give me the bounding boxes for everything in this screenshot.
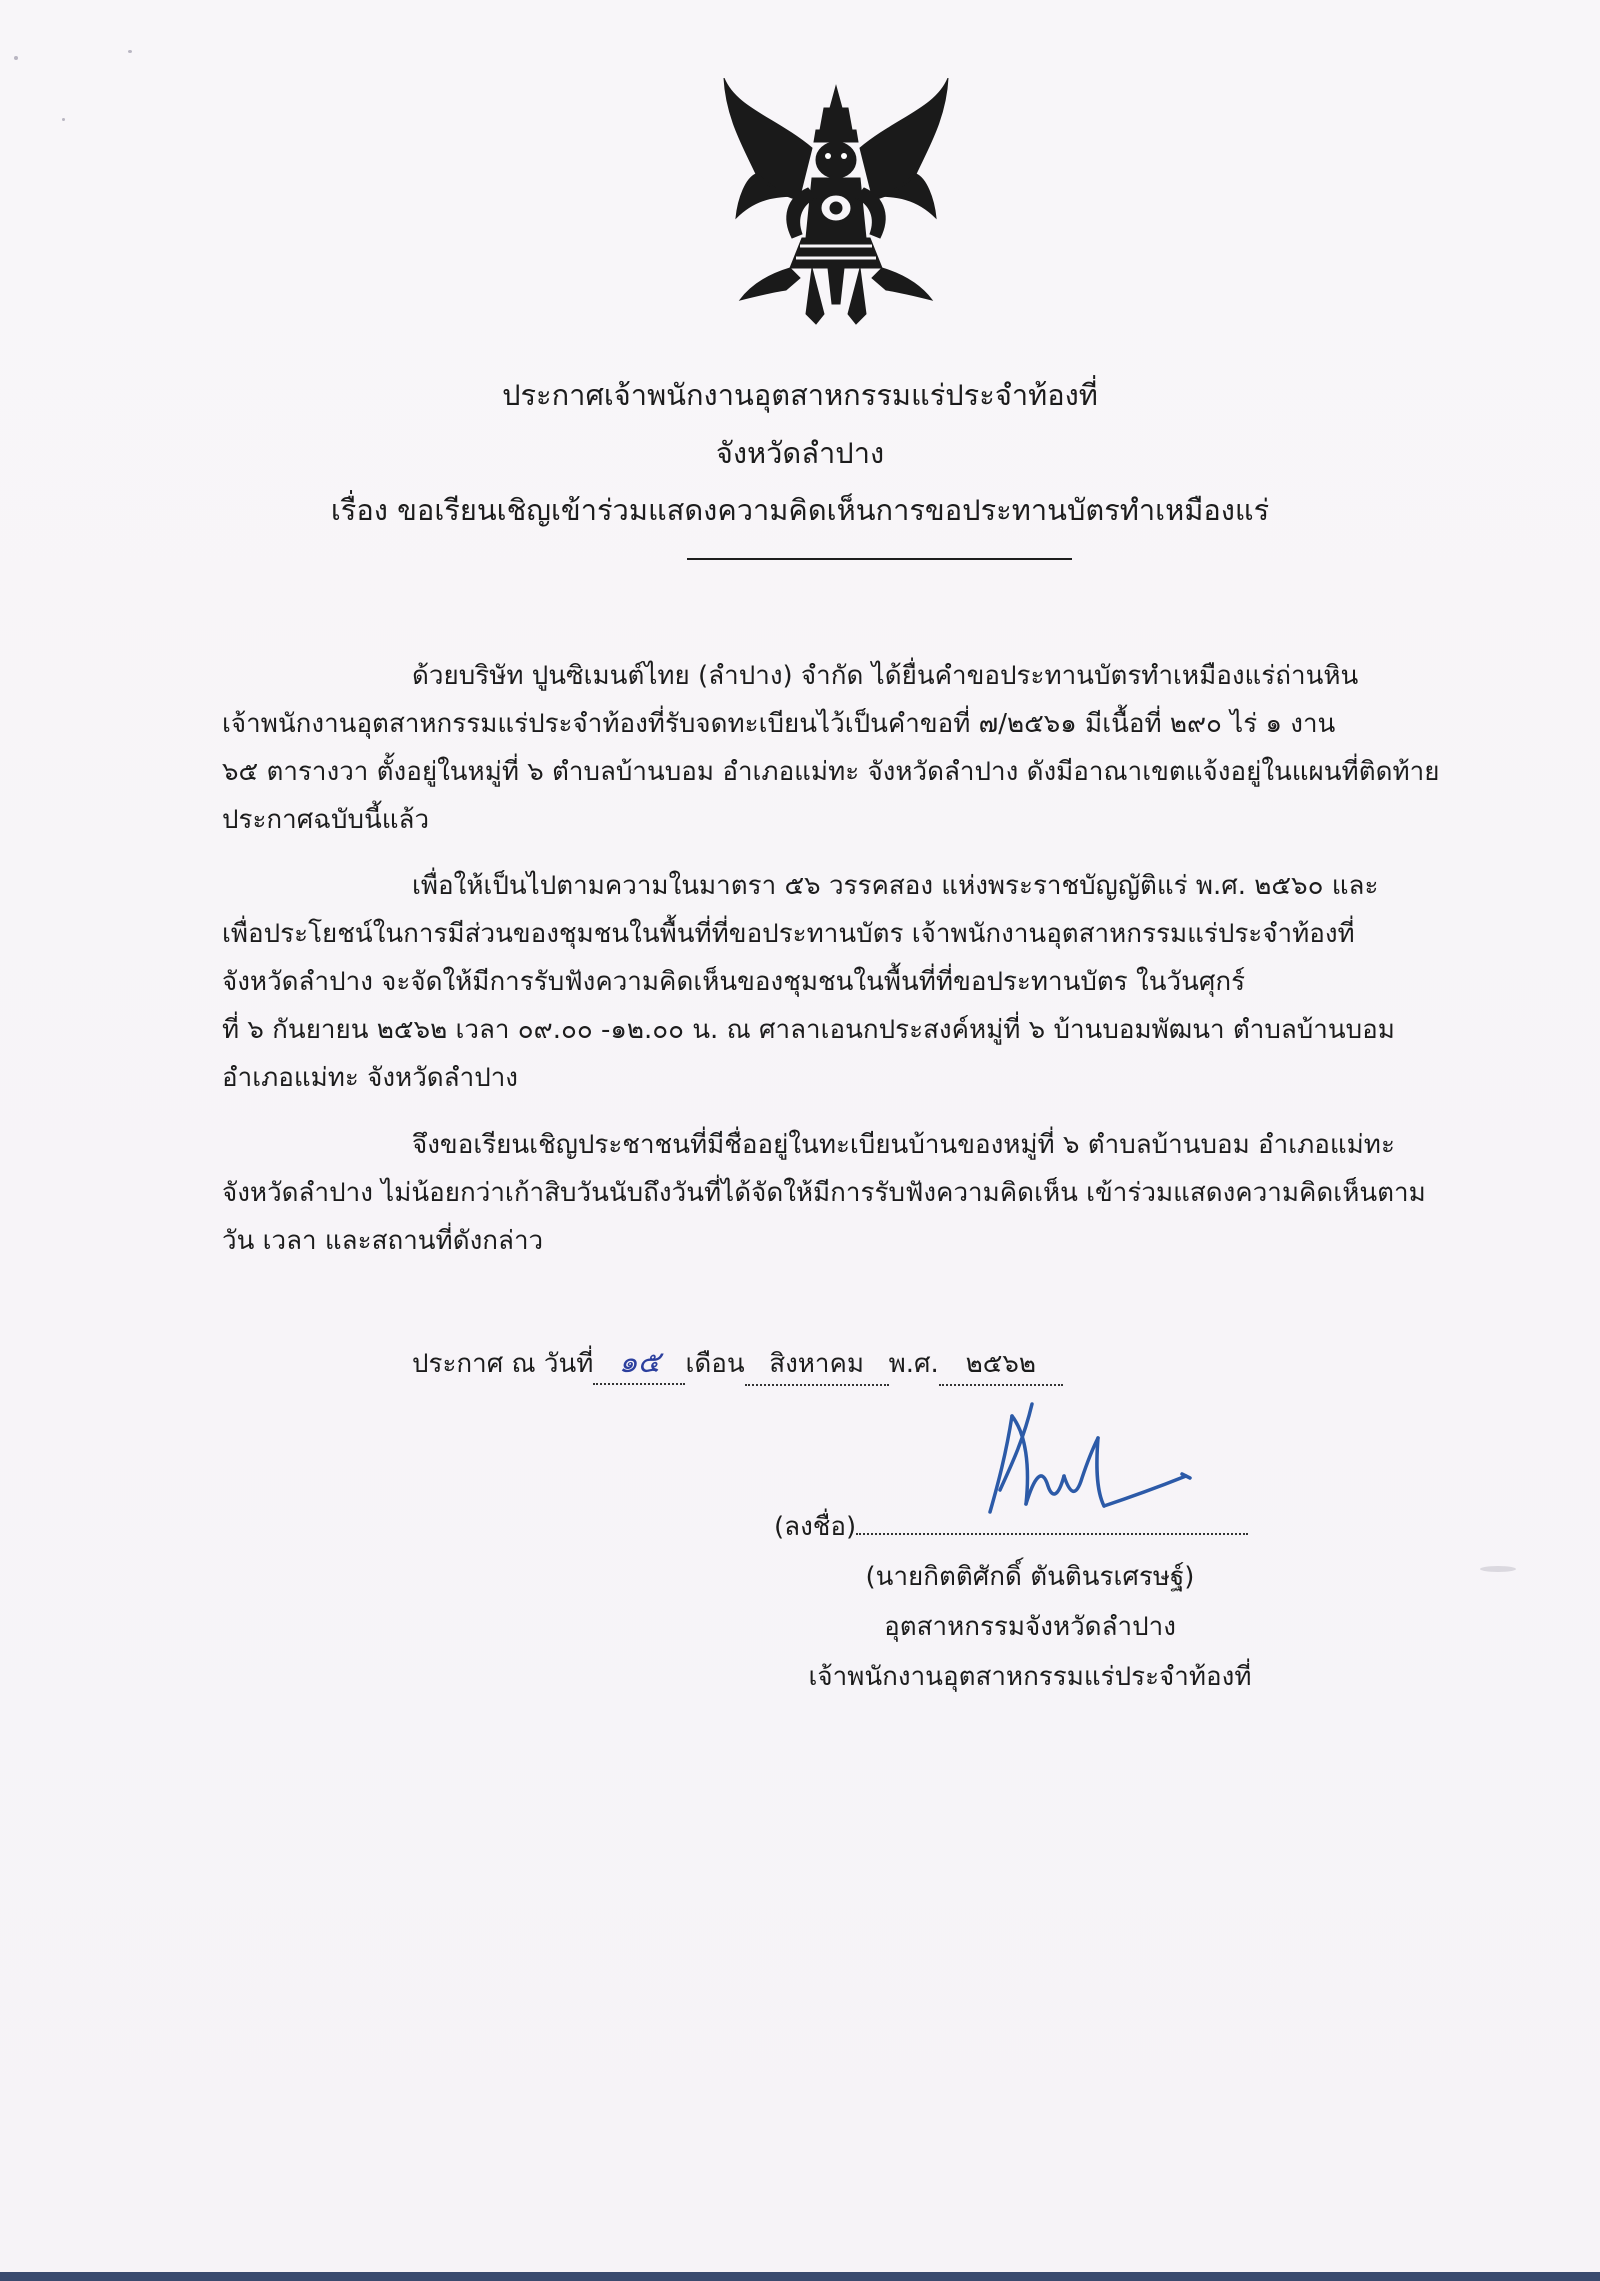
scan-speck: [62, 118, 65, 121]
paragraph-line: ด้วยบริษัท ปูนซิเมนต์ไทย (ลำปาง) จำกัด ได้ยื่นคำขอประทานบัตรทำเหมืองแร่ถ่านหิน: [412, 661, 1359, 691]
dateline-year-label: พ.ศ.: [888, 1349, 939, 1379]
paragraph-line: อำเภอแม่ทะ จังหวัดลำปาง: [222, 1063, 519, 1093]
signatory-name: (นายกิตติศักดิ์ ตันตินรเศรษฐ์): [865, 1562, 1195, 1592]
paragraph-line: เพื่อประโยชน์ในการมีส่วนของชุมชนในพื้นที่ที่ขอประทานบัตร เจ้าพนักงานอุตสาหกรรมแร่ประจำท้องที่: [222, 919, 1355, 949]
dateline-prefix: ประกาศ ณ วันที่: [412, 1349, 594, 1379]
title-divider: [687, 558, 1072, 560]
dateline-year: ๒๕๖๒: [939, 1344, 1063, 1386]
sign-label: (ลงชื่อ): [774, 1512, 857, 1542]
paragraph-invitation: [222, 1121, 1478, 1265]
scan-speck: [1480, 1566, 1516, 1572]
dateline-day: ๑๕: [593, 1343, 685, 1385]
dateline-month-label: เดือน: [685, 1349, 745, 1379]
paragraph-line: เพื่อให้เป็นไปตามความในมาตรา ๕๖ วรรคสอง แห่งพระราชบัญญัติแร่ พ.ศ. ๒๕๖๐ และ: [412, 871, 1379, 901]
announcement-title: ประกาศเจ้าพนักงานอุตสาหกรรมแร่ประจำท้องที่: [502, 378, 1098, 412]
signatory-position: อุตสาหกรรมจังหวัดลำปาง: [884, 1612, 1176, 1642]
province-title: จังหวัดลำปาง: [715, 436, 885, 470]
scan-speck: [14, 56, 18, 60]
paragraph-line: เจ้าพนักงานอุตสาหกรรมแร่ประจำท้องที่รับจดทะเบียนไว้เป็นคำขอที่ ๗/๒๕๖๑ มีเนื้อที่ ๒๙๐ ไร่ ๑ งาน: [222, 709, 1336, 739]
garuda-emblem-icon: [716, 78, 956, 328]
paragraph-line: ประกาศฉบับนี้แล้ว: [222, 805, 430, 835]
signature-line: [774, 1503, 1248, 1551]
paragraph-application: [222, 652, 1478, 844]
paragraph-line: จึงขอเรียนเชิญประชาชนที่มีชื่ออยู่ในทะเบียนบ้านของหมู่ที่ ๖ ตำบลบ้านบอม อำเภอแม่ทะ: [412, 1130, 1395, 1160]
scan-speck: [128, 50, 132, 53]
paragraph-line: จังหวัดลำปาง จะจัดให้มีการรับฟังความคิดเห็นของชุมชนในพื้นที่ที่ขอประทานบัตร ในวันศุกร์: [222, 967, 1246, 997]
dateline-month: สิงหาคม: [745, 1344, 889, 1386]
announcement-dateline: [412, 1340, 1063, 1388]
scan-edge-strip: [0, 2272, 1600, 2281]
signatory-role: เจ้าพนักงานอุตสาหกรรมแร่ประจำท้องที่: [808, 1662, 1252, 1692]
paragraph-line: ๖๕ ตารางวา ตั้งอยู่ในหมู่ที่ ๖ ตำบลบ้านบอม อำเภอแม่ทะ จังหวัดลำปาง ดังมีอาณาเขตแจ้งอยู่ในแผนที่ติดท้าย: [222, 757, 1440, 787]
paragraph-line: วัน เวลา และสถานที่ดังกล่าว: [222, 1226, 544, 1256]
signature-dotted-line: [856, 1503, 1248, 1535]
subject-title: เรื่อง ขอเรียนเชิญเข้าร่วมแสดงความคิดเห็นการขอประทานบัตรทำเหมืองแร่: [330, 493, 1270, 527]
paragraph-line: จังหวัดลำปาง ไม่น้อยกว่าเก้าสิบวันนับถึงวันที่ได้จัดให้มีการรับฟังความคิดเห็น เข้าร่วมแสดงความคิดเห็นตาม: [222, 1178, 1426, 1208]
paragraph-line: ที่ ๖ กันยายน ๒๕๖๒ เวลา ๐๙.๐๐ -๑๒.๐๐ น. ณ ศาลาเอนกประสงค์หมู่ที่ ๖ บ้านบอมพัฒนา ตำบลบ้านบอม: [222, 1015, 1395, 1045]
paragraph-hearing: [222, 862, 1478, 1102]
